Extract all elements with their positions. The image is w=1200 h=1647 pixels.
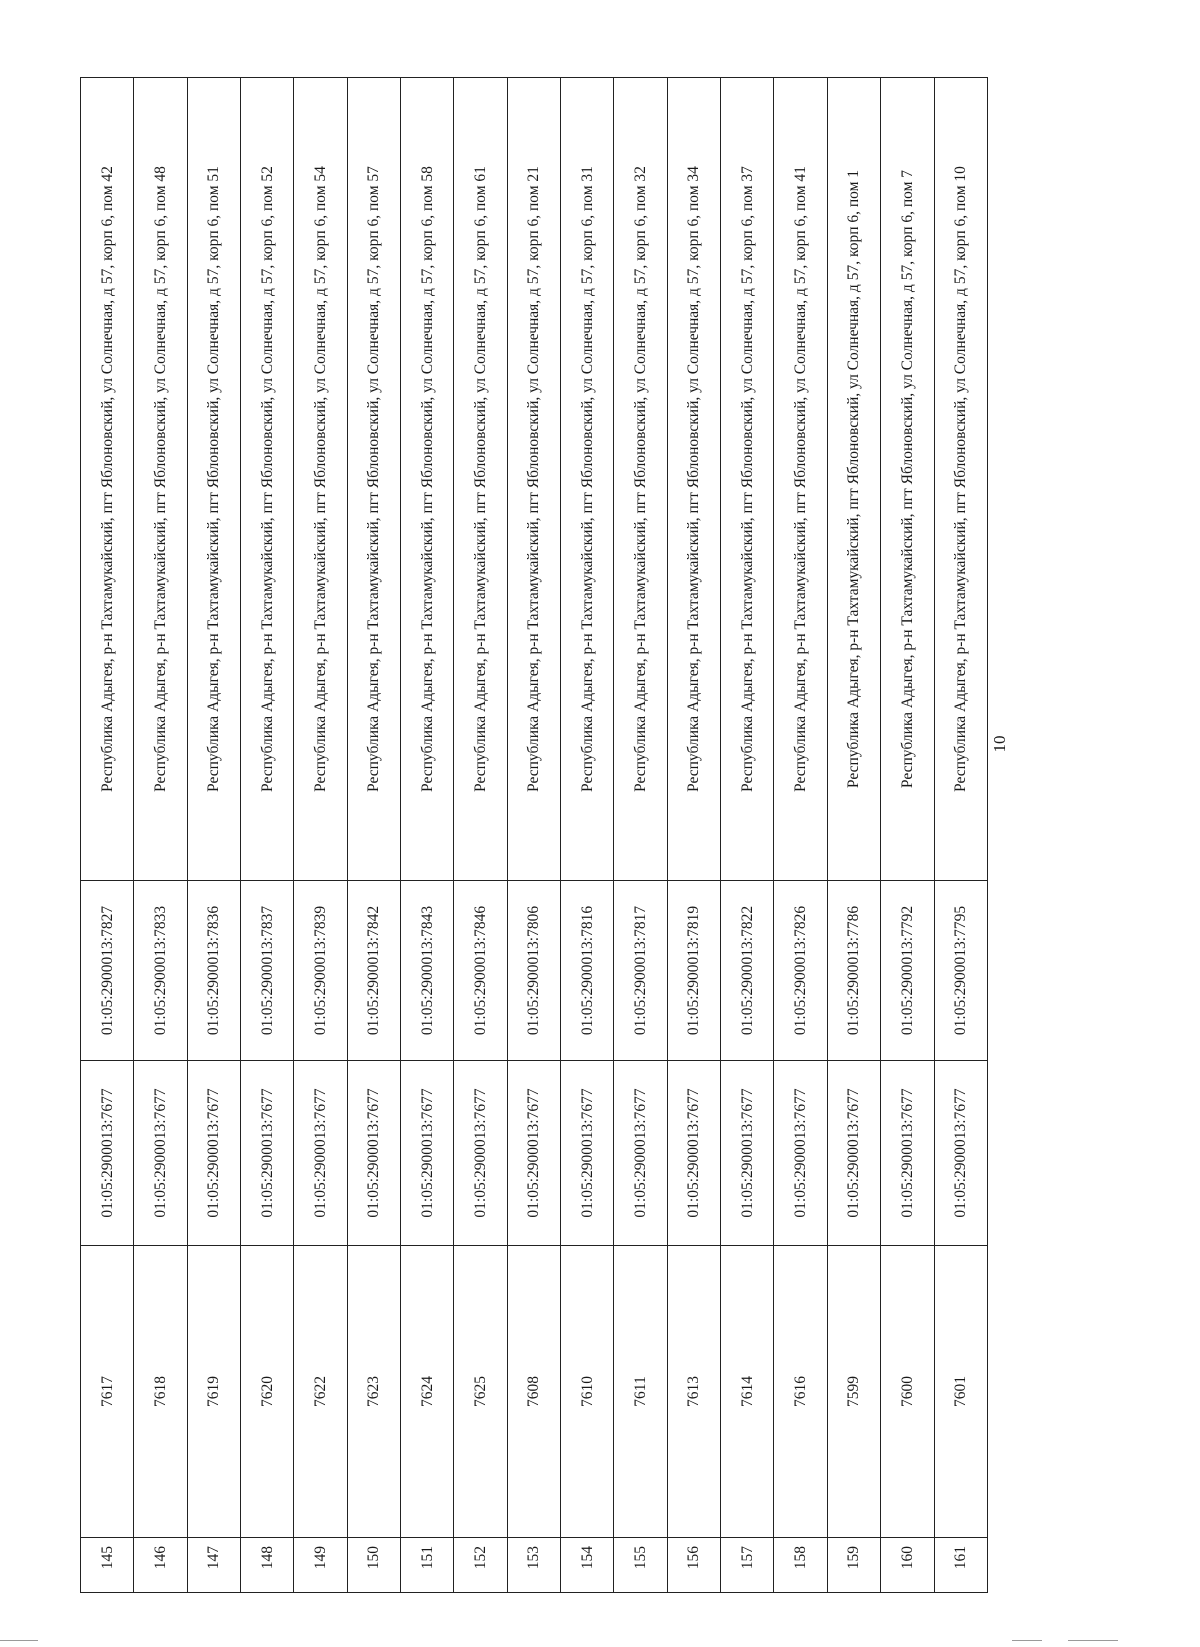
cadastral-number-cell: 01:05:2900013:7816 bbox=[561, 881, 614, 1061]
object-id-cell: 7623 bbox=[347, 1246, 400, 1538]
address-cell: Республика Адыгея, р-н Тахтамукайский, пгт Яблоновский, ул Солнечная, д 57, корп 6, пом 34 bbox=[667, 78, 720, 881]
parent-cadastral-number-cell: 01:05:2900013:7677 bbox=[294, 1061, 347, 1246]
row-number-cell: 156 bbox=[667, 1538, 720, 1593]
address-cell: Республика Адыгея, р-н Тахтамукайский, пгт Яблоновский, ул Солнечная, д 57, корп 6, пом 32 bbox=[614, 78, 667, 881]
cadastral-number-cell: 01:05:2900013:7786 bbox=[827, 881, 880, 1061]
table-row bbox=[827, 78, 880, 1593]
object-id-cell: 7617 bbox=[81, 1246, 134, 1538]
table-row bbox=[667, 78, 720, 1593]
cadastral-number-cell: 01:05:2900013:7827 bbox=[81, 881, 134, 1061]
row-number-cell: 159 bbox=[827, 1538, 880, 1593]
scan-artifact-right bbox=[1068, 1640, 1118, 1641]
table-row bbox=[507, 78, 560, 1593]
address-cell: Республика Адыгея, р-н Тахтамукайский, пгт Яблоновский, ул Солнечная, д 57, корп 6, пом 51 bbox=[187, 78, 240, 881]
row-number-cell: 146 bbox=[134, 1538, 187, 1593]
address-cell: Республика Адыгея, р-н Тахтамукайский, пгт Яблоновский, ул Солнечная, д 57, корп 6, пом 54 bbox=[294, 78, 347, 881]
address-cell: Республика Адыгея, р-н Тахтамукайский, пгт Яблоновский, ул Солнечная, д 57, корп 6, пом 7 bbox=[881, 78, 934, 881]
object-id-cell: 7600 bbox=[881, 1246, 934, 1538]
row-number-cell: 152 bbox=[454, 1538, 507, 1593]
registry-table-body bbox=[81, 78, 988, 1593]
address-cell: Республика Адыгея, р-н Тахтамукайский, пгт Яблоновский, ул Солнечная, д 57, корп 6, пом 41 bbox=[774, 78, 827, 881]
object-id-cell: 7624 bbox=[401, 1246, 454, 1538]
address-cell: Республика Адыгея, р-н Тахтамукайский, пгт Яблоновский, ул Солнечная, д 57, корп 6, пом 10 bbox=[934, 78, 988, 881]
row-number-cell: 161 bbox=[934, 1538, 988, 1593]
object-id-cell: 7614 bbox=[721, 1246, 774, 1538]
address-cell: Республика Адыгея, р-н Тахтамукайский, пгт Яблоновский, ул Солнечная, д 57, корп 6, пом 48 bbox=[134, 78, 187, 881]
table-row bbox=[454, 78, 507, 1593]
object-id-cell: 7625 bbox=[454, 1246, 507, 1538]
parent-cadastral-number-cell: 01:05:2900013:7677 bbox=[561, 1061, 614, 1246]
row-number-cell: 150 bbox=[347, 1538, 400, 1593]
object-id-cell: 7613 bbox=[667, 1246, 720, 1538]
table-row bbox=[561, 78, 614, 1593]
object-id-cell: 7610 bbox=[561, 1246, 614, 1538]
object-id-cell: 7619 bbox=[187, 1246, 240, 1538]
cadastral-number-cell: 01:05:2900013:7819 bbox=[667, 881, 720, 1061]
table-row bbox=[934, 78, 988, 1593]
cadastral-number-cell: 01:05:2900013:7792 bbox=[881, 881, 934, 1061]
cadastral-number-cell: 01:05:2900013:7833 bbox=[134, 881, 187, 1061]
address-cell: Республика Адыгея, р-н Тахтамукайский, пгт Яблоновский, ул Солнечная, д 57, корп 6, пом 52 bbox=[241, 78, 294, 881]
table-row bbox=[347, 78, 400, 1593]
parent-cadastral-number-cell: 01:05:2900013:7677 bbox=[187, 1061, 240, 1246]
parent-cadastral-number-cell: 01:05:2900013:7677 bbox=[81, 1061, 134, 1246]
table-row bbox=[881, 78, 934, 1593]
scan-artifact-left bbox=[0, 1640, 38, 1641]
row-number-cell: 158 bbox=[774, 1538, 827, 1593]
cadastral-number-cell: 01:05:2900013:7846 bbox=[454, 881, 507, 1061]
table-row bbox=[401, 78, 454, 1593]
cadastral-number-cell: 01:05:2900013:7817 bbox=[614, 881, 667, 1061]
cadastral-number-cell: 01:05:2900013:7842 bbox=[347, 881, 400, 1061]
row-number-cell: 145 bbox=[81, 1538, 134, 1593]
address-cell: Республика Адыгея, р-н Тахтамукайский, пгт Яблоновский, ул Солнечная, д 57, корп 6, пом 37 bbox=[721, 78, 774, 881]
parent-cadastral-number-cell: 01:05:2900013:7677 bbox=[507, 1061, 560, 1246]
object-id-cell: 7599 bbox=[827, 1246, 880, 1538]
address-cell: Республика Адыгея, р-н Тахтамукайский, пгт Яблоновский, ул Солнечная, д 57, корп 6, пом 42 bbox=[81, 78, 134, 881]
parent-cadastral-number-cell: 01:05:2900013:7677 bbox=[134, 1061, 187, 1246]
row-number-cell: 160 bbox=[881, 1538, 934, 1593]
row-number-cell: 157 bbox=[721, 1538, 774, 1593]
parent-cadastral-number-cell: 01:05:2900013:7677 bbox=[881, 1061, 934, 1246]
table-row bbox=[81, 78, 134, 1593]
table-row bbox=[774, 78, 827, 1593]
registry-table bbox=[80, 77, 988, 1593]
address-cell: Республика Адыгея, р-н Тахтамукайский, пгт Яблоновский, ул Солнечная, д 57, корп 6, пом 57 bbox=[347, 78, 400, 881]
parent-cadastral-number-cell: 01:05:2900013:7677 bbox=[934, 1061, 988, 1246]
address-cell: Республика Адыгея, р-н Тахтамукайский, пгт Яблоновский, ул Солнечная, д 57, корп 6, пом 21 bbox=[507, 78, 560, 881]
cadastral-number-cell: 01:05:2900013:7837 bbox=[241, 881, 294, 1061]
object-id-cell: 7601 bbox=[934, 1246, 988, 1538]
table-row bbox=[134, 78, 187, 1593]
object-id-cell: 7622 bbox=[294, 1246, 347, 1538]
parent-cadastral-number-cell: 01:05:2900013:7677 bbox=[241, 1061, 294, 1246]
row-number-cell: 149 bbox=[294, 1538, 347, 1593]
cadastral-number-cell: 01:05:2900013:7822 bbox=[721, 881, 774, 1061]
row-number-cell: 148 bbox=[241, 1538, 294, 1593]
parent-cadastral-number-cell: 01:05:2900013:7677 bbox=[774, 1061, 827, 1246]
table-row bbox=[241, 78, 294, 1593]
rotated-page-content bbox=[80, 78, 988, 1593]
parent-cadastral-number-cell: 01:05:2900013:7677 bbox=[721, 1061, 774, 1246]
table-row bbox=[614, 78, 667, 1593]
cadastral-number-cell: 01:05:2900013:7836 bbox=[187, 881, 240, 1061]
parent-cadastral-number-cell: 01:05:2900013:7677 bbox=[667, 1061, 720, 1246]
row-number-cell: 153 bbox=[507, 1538, 560, 1593]
table-row bbox=[187, 78, 240, 1593]
address-cell: Республика Адыгея, р-н Тахтамукайский, пгт Яблоновский, ул Солнечная, д 57, корп 6, пом 58 bbox=[401, 78, 454, 881]
object-id-cell: 7608 bbox=[507, 1246, 560, 1538]
table-row bbox=[294, 78, 347, 1593]
cadastral-number-cell: 01:05:2900013:7826 bbox=[774, 881, 827, 1061]
cadastral-number-cell: 01:05:2900013:7843 bbox=[401, 881, 454, 1061]
table-row bbox=[721, 78, 774, 1593]
scan-artifact-right-2 bbox=[1012, 1640, 1042, 1641]
object-id-cell: 7616 bbox=[774, 1246, 827, 1538]
parent-cadastral-number-cell: 01:05:2900013:7677 bbox=[454, 1061, 507, 1246]
object-id-cell: 7620 bbox=[241, 1246, 294, 1538]
parent-cadastral-number-cell: 01:05:2900013:7677 bbox=[827, 1061, 880, 1246]
parent-cadastral-number-cell: 01:05:2900013:7677 bbox=[347, 1061, 400, 1246]
row-number-cell: 154 bbox=[561, 1538, 614, 1593]
cadastral-number-cell: 01:05:2900013:7806 bbox=[507, 881, 560, 1061]
cadastral-number-cell: 01:05:2900013:7795 bbox=[934, 881, 988, 1061]
row-number-cell: 155 bbox=[614, 1538, 667, 1593]
parent-cadastral-number-cell: 01:05:2900013:7677 bbox=[614, 1061, 667, 1246]
object-id-cell: 7611 bbox=[614, 1246, 667, 1538]
address-cell: Республика Адыгея, р-н Тахтамукайский, пгт Яблоновский, ул Солнечная, д 57, корп 6, пом 1 bbox=[827, 78, 880, 881]
cadastral-number-cell: 01:05:2900013:7839 bbox=[294, 881, 347, 1061]
address-cell: Республика Адыгея, р-н Тахтамукайский, пгт Яблоновский, ул Солнечная, д 57, корп 6, пом 31 bbox=[561, 78, 614, 881]
row-number-cell: 151 bbox=[401, 1538, 454, 1593]
object-id-cell: 7618 bbox=[134, 1246, 187, 1538]
parent-cadastral-number-cell: 01:05:2900013:7677 bbox=[401, 1061, 454, 1246]
page-number: 10 bbox=[990, 735, 1009, 753]
row-number-cell: 147 bbox=[187, 1538, 240, 1593]
address-cell: Республика Адыгея, р-н Тахтамукайский, пгт Яблоновский, ул Солнечная, д 57, корп 6, пом 61 bbox=[454, 78, 507, 881]
